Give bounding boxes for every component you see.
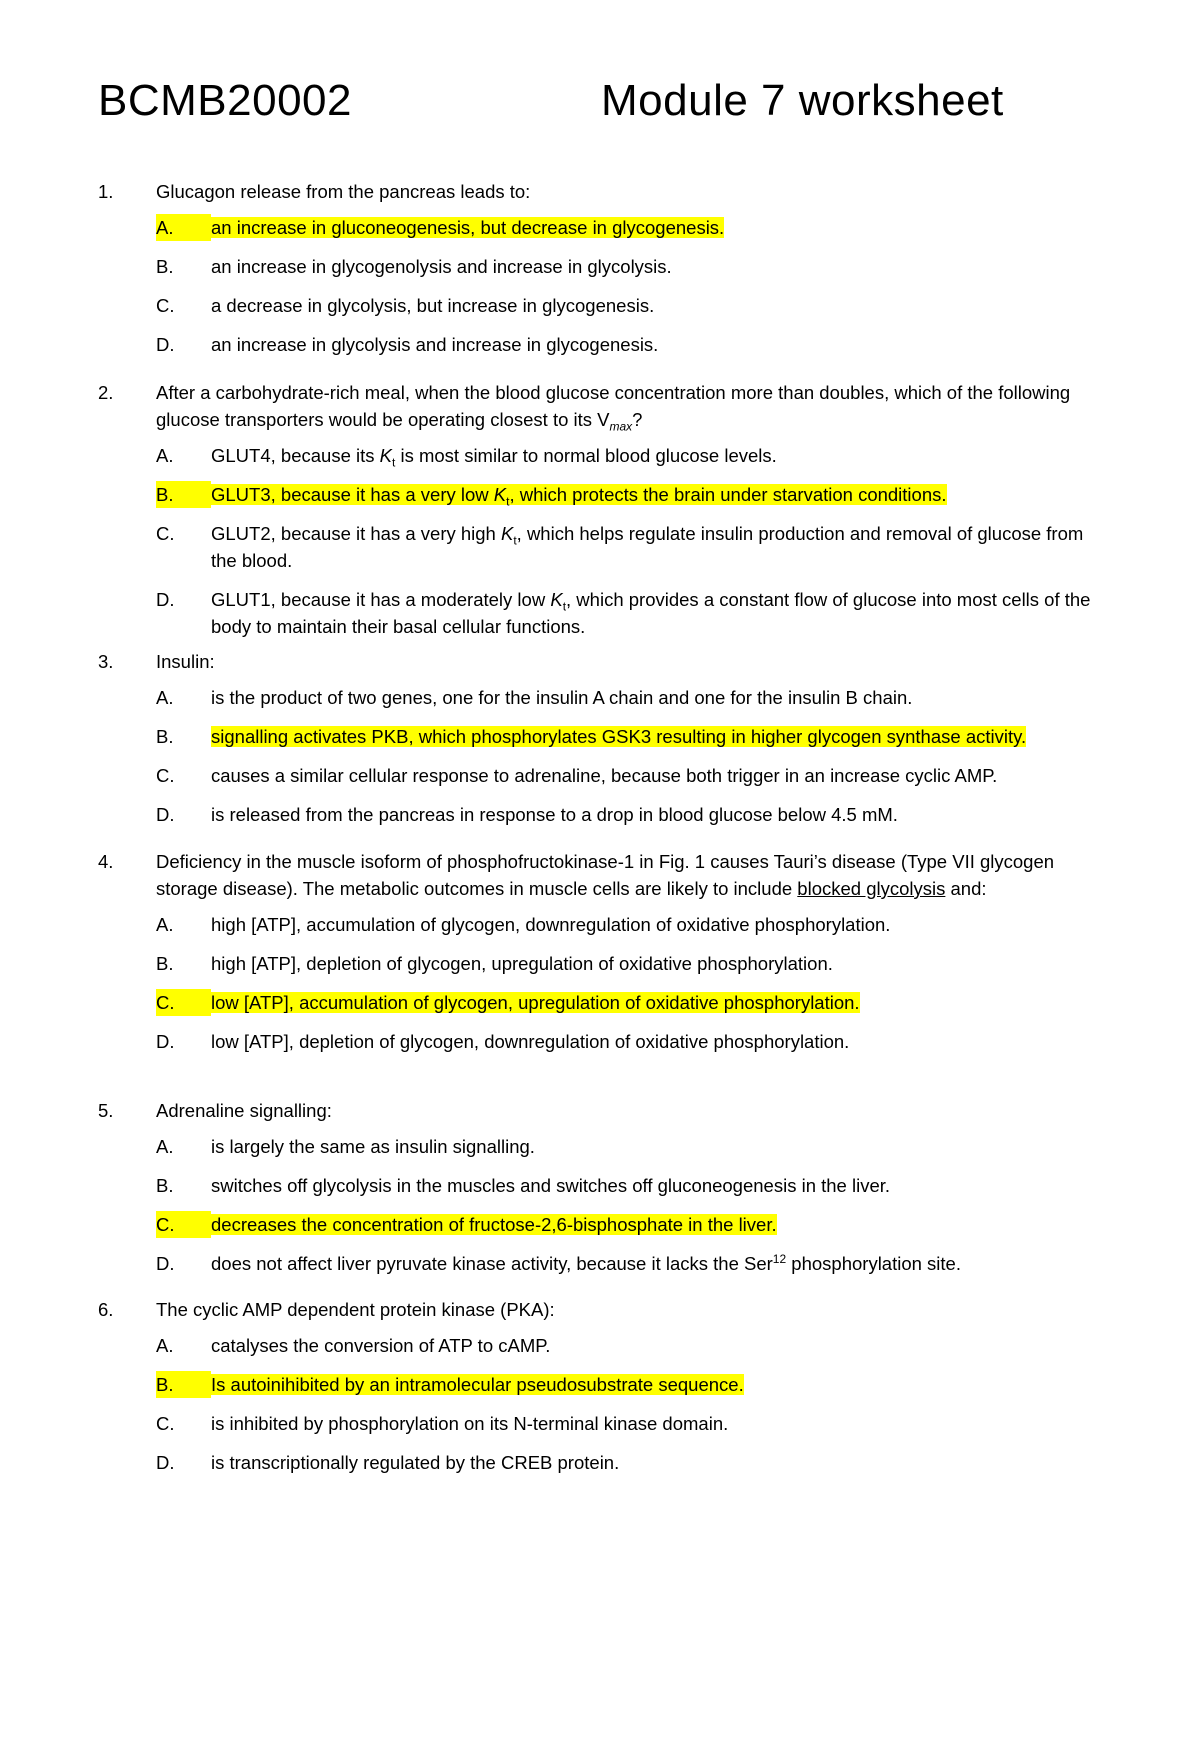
- option-letter: B.: [156, 256, 174, 277]
- option-letter: B.: [156, 481, 211, 508]
- question-number: 3.: [98, 651, 114, 672]
- option-3d: [98, 801, 1108, 828]
- option-4d: [98, 1028, 1108, 1055]
- option-text: GLUT2, because it has a very high: [211, 523, 501, 544]
- option-letter: D.: [156, 1452, 175, 1473]
- option-text: low [ATP], depletion of glycogen, downregulation of oxidative phosphorylation.: [211, 1031, 850, 1052]
- kt-subscript: t: [513, 533, 517, 548]
- option-text-highlighted: GLUT3, because it has a very low: [211, 484, 494, 505]
- option-text: GLUT1, because it has a moderately low: [211, 589, 551, 610]
- option-6a: [98, 1332, 1108, 1359]
- option-letter: A.: [156, 687, 174, 708]
- question-4: [98, 848, 1108, 1055]
- option-text-highlighted: an increase in gluconeogenesis, but decrease in glycogenesis.: [211, 217, 725, 238]
- option-1b: [98, 253, 1108, 280]
- option-4c: [98, 989, 1108, 1016]
- option-3a: [98, 684, 1108, 711]
- option-letter: B.: [156, 726, 174, 747]
- option-4a: [98, 911, 1108, 938]
- option-text: is the product of two genes, one for the insulin A chain and one for the insulin B chain.: [211, 687, 913, 708]
- question-stem: The cyclic AMP dependent protein kinase (PKA):: [156, 1299, 555, 1320]
- option-5b: [98, 1172, 1108, 1199]
- option-text: switches off glycolysis in the muscles and switches off gluconeogenesis in the liver.: [211, 1175, 891, 1196]
- option-letter: C.: [156, 1413, 175, 1434]
- kt-subscript: t: [506, 494, 510, 509]
- option-text: is transcriptionally regulated by the CREB protein.: [211, 1452, 620, 1473]
- option-3b: [98, 723, 1108, 750]
- kt-symbol: K: [379, 445, 392, 466]
- option-letter: B.: [156, 1371, 211, 1398]
- question-number: 4.: [98, 851, 114, 872]
- option-letter: B.: [156, 1175, 174, 1196]
- option-letter: D.: [156, 1031, 175, 1052]
- question-stem-end: and:: [945, 878, 987, 899]
- option-text-end: , which helps regulate insulin production and removal of glucose from the blood.: [211, 523, 1084, 571]
- option-text: is released from the pancreas in response to a drop in blood glucose below 4.5 mM.: [211, 804, 898, 825]
- question-stem: Insulin:: [156, 651, 215, 672]
- worksheet-title: Module 7 worksheet: [601, 76, 1004, 125]
- option-letter: D.: [156, 804, 175, 825]
- option-2a: [98, 442, 1108, 469]
- option-1d: [98, 331, 1108, 358]
- option-text: GLUT4, because its: [211, 445, 380, 466]
- question-stem: Glucagon release from the pancreas leads to:: [156, 181, 531, 202]
- option-text: is largely the same as insulin signalling.: [211, 1136, 535, 1157]
- option-text: high [ATP], accumulation of glycogen, downregulation of oxidative phosphorylation.: [211, 914, 891, 935]
- option-letter: A.: [156, 1136, 174, 1157]
- option-2c: [98, 520, 1108, 574]
- kt-symbol: K: [550, 589, 563, 610]
- option-letter: A.: [156, 1335, 174, 1356]
- option-6c: [98, 1410, 1108, 1437]
- course-code: BCMB20002: [98, 76, 352, 125]
- question-1: [98, 178, 1108, 358]
- option-letter: D.: [156, 334, 175, 355]
- kt-symbol: K: [493, 484, 507, 505]
- option-1c: [98, 292, 1108, 319]
- question-3: [98, 648, 1108, 828]
- option-text-end: is most similar to normal blood glucose levels.: [395, 445, 777, 466]
- question-stem: Deficiency in the muscle isoform of phosphofructokinase-1 in Fig. 1 causes Tauri’s disease (Type VII glycogen storage disease). The metabolic outcomes in muscle cells are likely to include: [156, 851, 1055, 899]
- question-number: 1.: [98, 181, 114, 202]
- option-text-highlighted: signalling activates PKB, which phosphorylates GSK3 resulting in higher glycogen synthase activity.: [211, 726, 1027, 747]
- kt-subscript: t: [562, 599, 567, 614]
- option-4b: [98, 950, 1108, 977]
- option-1a: [98, 214, 1108, 241]
- question-5: [98, 1097, 1108, 1277]
- option-text: high [ATP], depletion of glycogen, upregulation of oxidative phosphorylation.: [211, 953, 833, 974]
- option-text-highlighted: low [ATP], accumulation of glycogen, upregulation of oxidative phosphorylation.: [211, 992, 860, 1013]
- option-letter: A.: [156, 214, 211, 241]
- question-number: 5.: [98, 1100, 114, 1121]
- option-letter: C.: [156, 989, 211, 1016]
- option-letter: A.: [156, 914, 174, 935]
- option-2d: [98, 586, 1108, 640]
- option-letter: B.: [156, 953, 174, 974]
- option-text: an increase in glycogenolysis and increase in glycolysis.: [211, 256, 672, 277]
- option-2b: [98, 481, 1108, 508]
- kt-symbol: K: [500, 523, 514, 544]
- question-stem-end: ?: [632, 409, 643, 430]
- option-text: a decrease in glycolysis, but increase in glycogenesis.: [211, 295, 655, 316]
- option-letter: C.: [156, 1211, 211, 1238]
- underlined-phrase: blocked glycolysis: [797, 878, 946, 899]
- question-2: [98, 379, 1108, 640]
- option-5d: [98, 1250, 1108, 1277]
- question-number: 2.: [98, 382, 114, 403]
- option-5a: [98, 1133, 1108, 1160]
- question-number: 6.: [98, 1299, 114, 1320]
- option-6d: [98, 1449, 1108, 1476]
- option-letter: C.: [156, 523, 175, 544]
- option-letter: C.: [156, 765, 175, 786]
- option-text: is inhibited by phosphorylation on its N-terminal kinase domain.: [211, 1413, 729, 1434]
- option-text-highlighted: decreases the concentration of fructose-2,6-bisphosphate in the liver.: [211, 1214, 777, 1235]
- vmax-subscript: max: [609, 419, 633, 434]
- option-text-end: phosphorylation site.: [786, 1253, 961, 1274]
- option-letter: D.: [156, 1253, 175, 1274]
- option-text-end: , which protects the brain under starvation conditions.: [509, 484, 947, 505]
- kt-subscript: t: [391, 455, 396, 470]
- option-5c: [98, 1211, 1108, 1238]
- option-6b: [98, 1371, 1108, 1398]
- question-6: [98, 1296, 1108, 1476]
- question-stem: After a carbohydrate-rich meal, when the blood glucose concentration more than doubles, which of the following glucose transporters would be operating closest to its V: [156, 382, 1071, 430]
- option-text: an increase in glycolysis and increase in glycogenesis.: [211, 334, 659, 355]
- option-text-highlighted: Is autoinihibited by an intramolecular pseudosubstrate sequence.: [211, 1374, 744, 1395]
- option-text: does not affect liver pyruvate kinase activity, because it lacks the Ser: [211, 1253, 773, 1274]
- option-letter: A.: [156, 445, 174, 466]
- option-text: catalyses the conversion of ATP to cAMP.: [211, 1335, 551, 1356]
- option-text: causes a similar cellular response to adrenaline, because both trigger in an increase cyclic AMP.: [211, 765, 998, 786]
- option-letter: C.: [156, 295, 175, 316]
- question-stem: Adrenaline signalling:: [156, 1100, 332, 1121]
- option-letter: D.: [156, 589, 175, 610]
- ser-superscript: 12: [772, 1251, 787, 1266]
- option-3c: [98, 762, 1108, 789]
- option-text-end: , which provides a constant flow of glucose into most cells of the body to maintain their basal cellular functions.: [211, 589, 1091, 637]
